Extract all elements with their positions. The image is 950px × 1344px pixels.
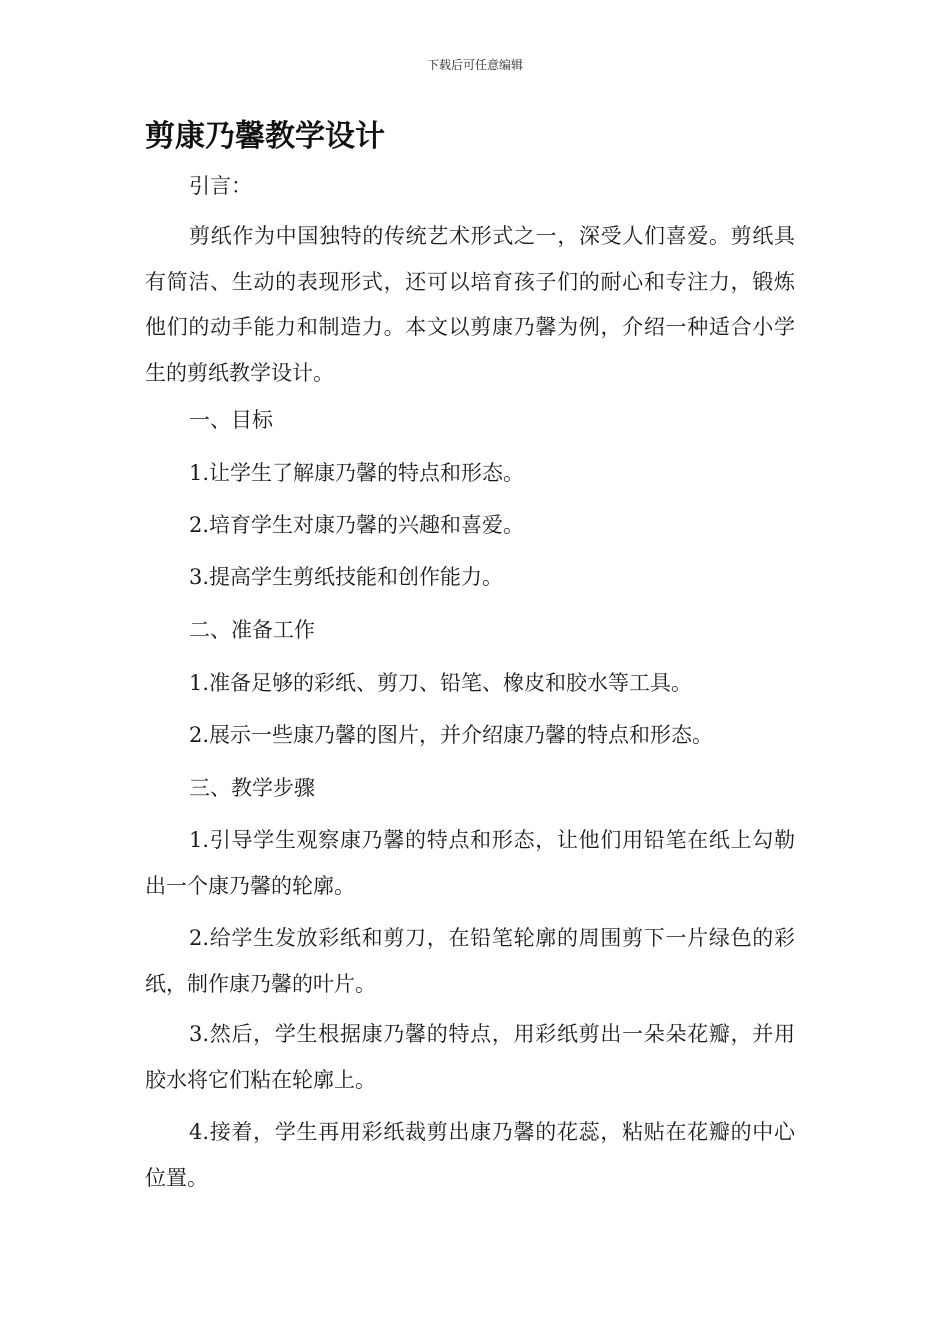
section-heading-goals: 一、目标 <box>189 408 273 432</box>
section-heading-preparation: 二、准备工作 <box>189 618 315 642</box>
preparation-item-2: 2.展示一些康乃馨的图片，并介绍康乃馨的特点和形态。 <box>189 723 714 747</box>
goal-item-2: 2.培育学生对康乃馨的兴趣和喜爱。 <box>189 513 525 537</box>
goal-item-3: 3.提高学生剪纸技能和创作能力。 <box>189 565 504 589</box>
document-title: 剪康乃馨教学设计 <box>145 119 385 154</box>
preparation-item-1: 1.准备足够的彩纸、剪刀、铅笔、橡皮和胶水等工具。 <box>189 671 693 695</box>
step-item-1: 1.引导学生观察康乃馨的特点和形态，让他们用铅笔在纸上勾勒出一个康乃馨的轮廓。 <box>145 828 795 898</box>
step-item-4: 4.接着，学生再用彩纸裁剪出康乃馨的花蕊，粘贴在花瓣的中心位置。 <box>145 1120 795 1190</box>
paragraph-intro-body: 剪纸作为中国独特的传统艺术形式之一，深受人们喜爱。剪纸具有简洁、生动的表现形式，还可以培育孩子们的耐心和专注力，锻炼他们的动手能力和制造力。本文以剪康乃馨为例，介绍一种适合小学生的剪纸教学设计。 <box>145 224 795 385</box>
paragraph-intro-label: 引言： <box>189 174 252 198</box>
section-heading-steps: 三、教学步骤 <box>189 776 315 800</box>
step-item-2: 2.给学生发放彩纸和剪刀，在铅笔轮廓的周围剪下一片绿色的彩纸，制作康乃馨的叶片。 <box>145 926 795 996</box>
header-note: 下载后可任意编辑 <box>426 58 523 72</box>
goal-item-1: 1.让学生了解康乃馨的特点和形态。 <box>189 461 525 485</box>
step-item-3: 3.然后，学生根据康乃馨的特点，用彩纸剪出一朵朵花瓣，并用胶水将它们粘在轮廓上。 <box>145 1022 795 1092</box>
